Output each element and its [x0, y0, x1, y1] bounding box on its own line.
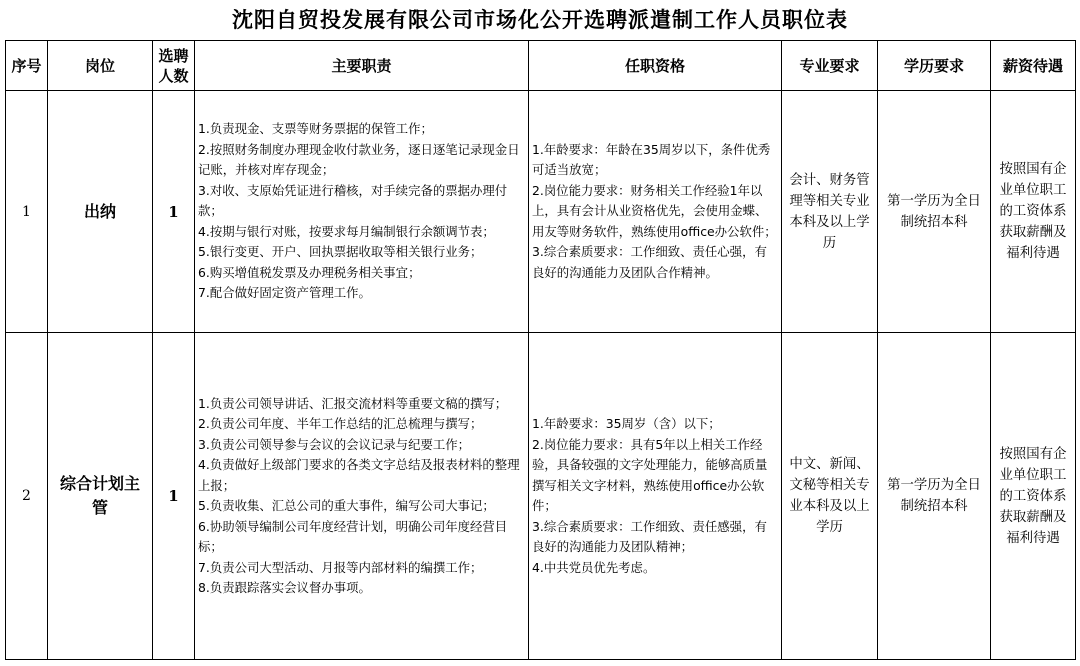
row-salary: 按照国有企业单位职工的工资体系获取薪酬及福利待遇	[991, 91, 1076, 333]
qualification-item: 2.岗位能力要求：具有5年以上相关工作经验，具备较强的文字处理能力，能够高质量撰写相关文字材料，熟练使用office办公软件；	[532, 436, 768, 513]
header-seq: 序号	[6, 41, 48, 91]
header-salary: 薪资待遇	[991, 41, 1076, 91]
header-education: 学历要求	[878, 41, 991, 91]
duty-item: 6.购买增值税发票及办理税务相关事宜；	[198, 264, 421, 280]
qualification-item: 1.年龄要求：35周岁（含）以下；	[532, 416, 721, 431]
qualification-item: 1.年龄要求：年龄在35周岁以下，条件优秀可适当放宽；	[532, 141, 771, 178]
duty-item: 4.负责做好上级部门要求的各类文字总结及报表材料的整理上报；	[198, 457, 520, 493]
duty-item: 7.负责公司大型活动、月报等内部材料的编撰工作；	[198, 559, 483, 575]
duty-item: 3.对收、支原始凭证进行稽核，对手续完备的票据办理付款；	[198, 182, 508, 219]
header-qualifications: 任职资格	[529, 41, 782, 91]
duty-item: 7.配合做好固定资产管理工作。	[198, 285, 371, 301]
row-duties	[195, 91, 529, 333]
header-duties: 主要职责	[195, 41, 529, 91]
duty-item: 2.按照财务制度办理现金收付款业务，逐日逐笔记录现金日记账，并核对库存现金；	[198, 141, 520, 178]
page-title: 沈阳自贸投发展有限公司市场化公开选聘派遣制工作人员职位表	[232, 7, 848, 32]
header-count: 选聘人数	[153, 41, 195, 91]
row-count: 1	[153, 333, 195, 660]
duty-item: 6.协助领导编制公司年度经营计划，明确公司年度经营目标；	[198, 518, 508, 554]
qualification-item: 3.综合素质要求：工作细致、责任感强，有良好的沟通能力及团队精神；	[532, 518, 767, 554]
row-position: 综合计划主管	[48, 333, 153, 660]
table-row	[6, 333, 1076, 660]
row-qualifications	[529, 91, 782, 333]
row-seq: 2	[6, 333, 48, 660]
duty-item: 1.负责公司领导讲话、汇报交流材料等重要文稿的撰写；	[198, 395, 508, 411]
duty-item: 1.负责现金、支票等财务票据的保管工作；	[198, 121, 433, 137]
row-major: 中文、新闻、文秘等相关专业本科及以上学历	[782, 333, 878, 660]
row-major: 会计、财务管理等相关专业本科及以上学历	[782, 91, 878, 333]
qualification-item: 3.综合素质要求：工作细致、责任心强，有良好的沟通能力及团队合作精神。	[532, 244, 767, 280]
duty-item: 5.银行变更、开户、回执票据收取等相关银行业务；	[198, 244, 483, 260]
row-count: 1	[153, 91, 195, 333]
row-salary: 按照国有企业单位职工的工资体系获取薪酬及福利待遇	[991, 333, 1076, 660]
qualification-item: 2.岗位能力要求：财务相关工作经验1年以上，具有会计从业资格优先，会使用金蝶、用友等财务软件，熟练使用office办公软件；	[532, 182, 777, 239]
position-table	[5, 40, 1076, 660]
duty-item: 3.负责公司领导参与会议的会议记录与纪要工作；	[198, 436, 471, 452]
duty-item: 5.负责收集、汇总公司的重大事件，编写公司大事记；	[198, 498, 495, 513]
row-seq: 1	[6, 91, 48, 333]
row-qualifications	[529, 333, 782, 660]
row-duties	[195, 333, 529, 660]
header-position: 岗位	[48, 41, 153, 91]
qualification-item: 4.中共党员优先考虑。	[532, 559, 656, 575]
row-education: 第一学历为全日制统招本科	[878, 333, 991, 660]
table-header-row	[6, 41, 1076, 91]
row-position: 出纳	[48, 91, 153, 333]
duty-item: 2.负责公司年度、半年工作总结的汇总梳理与撰写；	[198, 416, 483, 431]
duty-item: 4.按期与银行对账，按要求每月编制银行余额调节表；	[198, 223, 495, 239]
header-major: 专业要求	[782, 41, 878, 91]
row-education: 第一学历为全日制统招本科	[878, 91, 991, 333]
table-row	[6, 91, 1076, 333]
duty-item: 8.负责跟踪落实会议督办事项。	[198, 580, 371, 595]
